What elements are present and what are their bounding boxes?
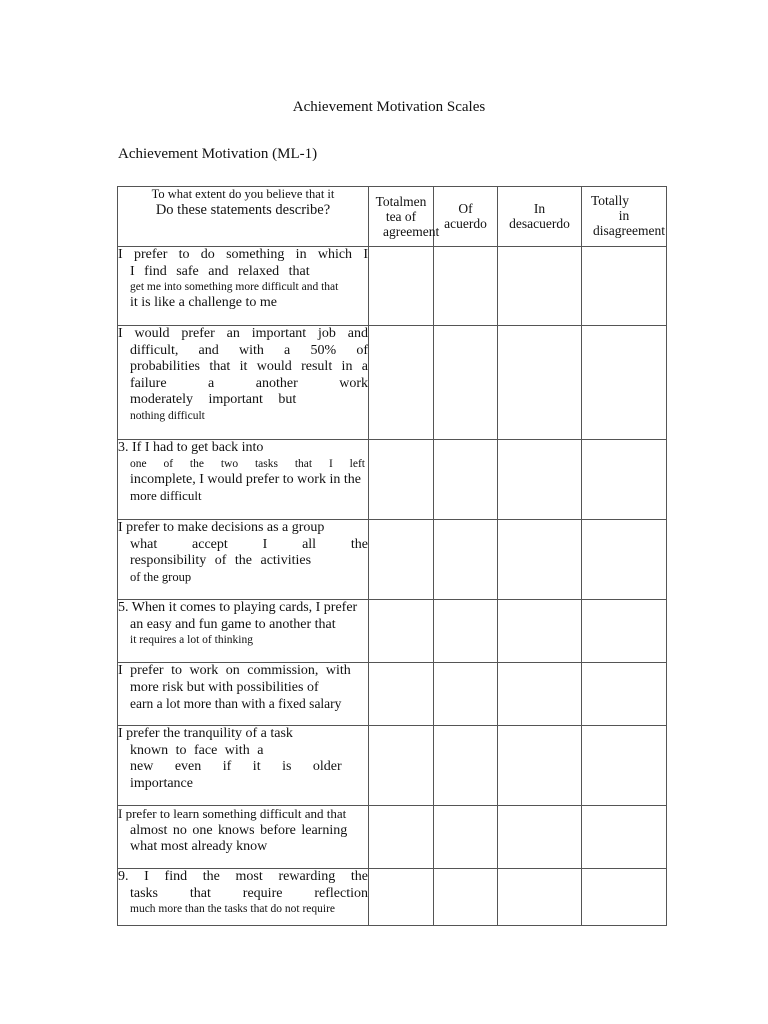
answer-cell-totally-disagree[interactable] — [582, 440, 667, 520]
question-line: tasks that require reflection — [130, 885, 368, 901]
answer-cell-agree[interactable] — [434, 440, 498, 520]
question-line: moderately important but — [130, 392, 297, 407]
table-row — [118, 520, 667, 600]
answer-cell-totally-disagree[interactable] — [582, 247, 667, 326]
option-header-totally-agree — [369, 187, 440, 247]
answer-cell-totally-agree[interactable] — [369, 600, 434, 663]
answer-cell-totally-agree[interactable] — [369, 806, 434, 869]
question-cell — [118, 326, 369, 440]
question-line: I prefer to do something in which I — [118, 247, 368, 262]
question-header-line: To what extent do you believe that it — [151, 187, 335, 201]
answer-cell-totally-disagree[interactable] — [582, 600, 667, 663]
question-cell — [118, 440, 369, 520]
question-line: failure a another work — [130, 375, 368, 391]
question-line: I would prefer an important job and — [118, 326, 368, 341]
answer-cell-agree[interactable] — [434, 520, 498, 600]
question-column-header — [118, 187, 369, 247]
answer-cell-totally-agree[interactable] — [369, 326, 434, 440]
question-cell — [118, 806, 369, 869]
question-line: importance — [130, 775, 193, 791]
table-row — [118, 600, 667, 663]
option-header-line: In — [533, 201, 546, 216]
question-line: it is like a challenge to me — [130, 295, 277, 310]
question-line: I prefer to work on commission, with — [118, 663, 351, 678]
question-line: one of the two tasks that I left — [130, 457, 366, 470]
option-header-line: Totalmen — [375, 194, 427, 209]
question-line: an easy and fun game to another that — [130, 616, 336, 632]
question-cell — [118, 600, 369, 663]
answer-cell-disagree[interactable] — [498, 726, 582, 806]
answer-cell-totally-disagree[interactable] — [582, 520, 667, 600]
question-line: almost no one knows before learning — [130, 822, 348, 838]
table-row — [118, 869, 667, 926]
option-header-line: acuerdo — [444, 216, 487, 231]
answer-cell-agree[interactable] — [434, 806, 498, 869]
answer-cell-totally-agree[interactable] — [369, 663, 434, 726]
table-row — [118, 806, 667, 869]
question-line: incomplete, I would prefer to work in the — [130, 471, 361, 487]
question-line: known to face with a — [130, 742, 264, 758]
option-header-totally-disagree — [582, 187, 667, 247]
question-line: 5. When it comes to playing cards, I prefer — [118, 600, 358, 615]
table-row — [118, 726, 667, 806]
answer-cell-agree[interactable] — [434, 663, 498, 726]
table-row — [118, 247, 667, 326]
question-header-line: Do these statements describe? — [155, 202, 331, 218]
answer-cell-disagree[interactable] — [498, 520, 582, 600]
question-cell — [118, 520, 369, 600]
option-header-line: disagreement — [593, 223, 665, 238]
answer-cell-totally-disagree[interactable] — [582, 726, 667, 806]
answer-cell-totally-disagree[interactable] — [582, 663, 667, 726]
option-header-line: Totally — [590, 193, 630, 208]
question-line: what most already know — [130, 839, 268, 854]
question-cell — [118, 663, 369, 726]
answer-cell-agree[interactable] — [434, 600, 498, 663]
answer-cell-totally-agree[interactable] — [369, 726, 434, 806]
question-line: 3. If I had to get back into — [118, 440, 264, 455]
question-line: I find safe and relaxed that — [130, 263, 310, 279]
answer-cell-totally-agree[interactable] — [369, 247, 434, 326]
answer-cell-disagree[interactable] — [498, 600, 582, 663]
question-line: 9. I find the most rewarding the — [118, 869, 368, 884]
question-line: I prefer to learn something difficult and that — [118, 806, 347, 821]
question-line: more risk but with possibilities of — [130, 679, 319, 695]
answer-cell-disagree[interactable] — [498, 440, 582, 520]
question-line: it requires a lot of thinking — [130, 634, 253, 646]
question-line: I prefer the tranquility of a task — [118, 726, 293, 741]
answer-cell-totally-disagree[interactable] — [582, 869, 667, 926]
option-header-line: agreement — [383, 224, 440, 239]
question-line: of the group — [130, 569, 192, 584]
rating-scale-table — [117, 186, 667, 926]
answer-cell-totally-agree[interactable] — [369, 440, 434, 520]
answer-cell-totally-agree[interactable] — [369, 869, 434, 926]
question-line: difficult, and with a 50% of — [130, 342, 368, 358]
question-cell — [118, 726, 369, 806]
option-header-line: in — [618, 208, 630, 223]
table-row — [118, 326, 667, 440]
document-title: Achievement Motivation Scales — [292, 99, 486, 115]
answer-cell-agree[interactable] — [434, 869, 498, 926]
question-line: what accept I all the — [130, 536, 368, 552]
option-header-agree — [434, 187, 498, 247]
question-line: new even if it is older — [130, 759, 342, 774]
question-line: responsibility of the activities — [130, 553, 312, 568]
answer-cell-disagree[interactable] — [498, 806, 582, 869]
option-header-line: desacuerdo — [509, 216, 570, 231]
answer-cell-disagree[interactable] — [498, 663, 582, 726]
answer-cell-totally-disagree[interactable] — [582, 806, 667, 869]
answer-cell-totally-disagree[interactable] — [582, 326, 667, 440]
table-row — [118, 440, 667, 520]
answer-cell-disagree[interactable] — [498, 247, 582, 326]
question-cell — [118, 869, 369, 926]
section-title: Achievement Motivation (ML-1) — [118, 146, 318, 162]
answer-cell-disagree[interactable] — [498, 869, 582, 926]
answer-cell-totally-agree[interactable] — [369, 520, 434, 600]
question-line: get me into something more difficult and that — [130, 281, 339, 293]
question-line: probabilities that it would result in a — [130, 359, 368, 374]
question-line: more difficult — [130, 488, 202, 503]
question-line: earn a lot more than with a fixed salary — [130, 696, 342, 711]
option-header-line: tea of — [385, 209, 417, 224]
question-line: I prefer to make decisions as a group — [118, 520, 325, 535]
table-row — [118, 663, 667, 726]
option-header-line: Of — [458, 201, 473, 216]
question-line: much more than the tasks that do not require — [130, 903, 336, 915]
option-header-disagree — [498, 187, 582, 247]
question-line: nothing difficult — [130, 409, 205, 422]
answer-cell-disagree[interactable] — [498, 326, 582, 440]
answer-cell-agree[interactable] — [434, 247, 498, 326]
answer-cell-agree[interactable] — [434, 726, 498, 806]
answer-cell-agree[interactable] — [434, 326, 498, 440]
question-cell — [118, 247, 369, 326]
